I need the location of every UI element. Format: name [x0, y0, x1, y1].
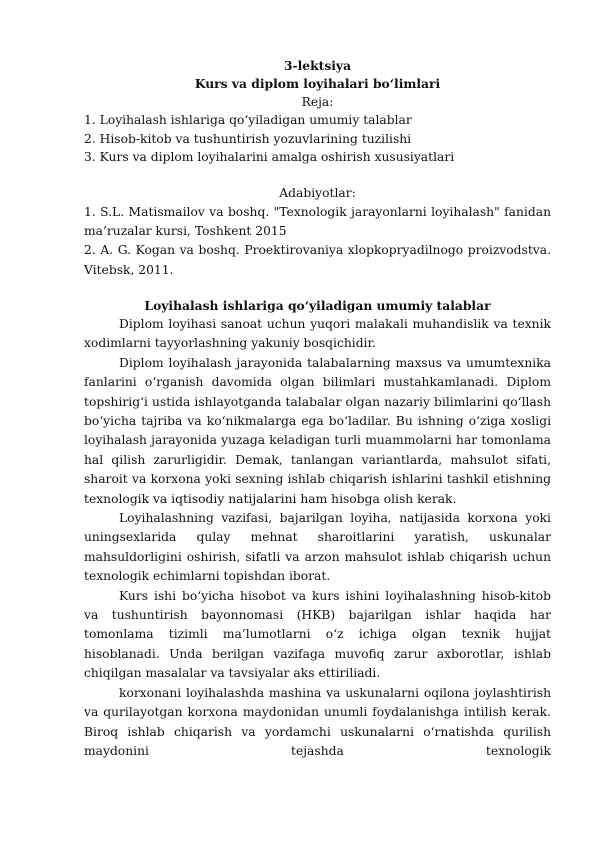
literature-list — [84, 203, 551, 280]
plan-label: Reja: — [301, 95, 334, 109]
lecture-number: 3-lektsiya — [283, 58, 352, 73]
body-paragraph: Kurs ishi bo‘yicha hisobot va kurs ishini loyihalashning hisob-kitob va tushuntirish bayonnomasi (HKB) bajarilgan ishlar haqida har tomonlama tizimli ma’lumotlarni o‘z ichiga olgan texnik hujjat hisoblanadi. Unda berilgan vazifaga muvofiq zarur axborotlar, ishlab chiqilgan masalalar va tavsiyalar aks ettiriliadi. — [84, 588, 551, 681]
plan-item: 3. Kurs va diplom loyihalarini amalga oshirish xususiyatlari — [84, 150, 455, 165]
section-title: Loyihalash ishlariga qo‘yiladigan umumiy talablar — [144, 297, 491, 313]
section-body — [84, 315, 551, 761]
lecture-title: Kurs va diplom loyihalari bo‘limlari — [194, 76, 441, 91]
body-paragraph: Loyihalashning vazifasi, bajarilgan loyiha, natijasida korxona yoki uningsexlarida qulay mehnat sharoitlarini yaratish, uskunalar mahsuldorligini oshirish, sifatli va arzon mahsulot ishlab chiqarish uchun texnologik echimlarni topishdan iborat. — [84, 511, 551, 584]
literature-item: 2. A. G. Kogan va boshq. Proektirovaniya xlopkopryadilnogo proizvodstva. Vitebsk, 2011. — [84, 243, 551, 277]
body-paragraph: Diplom loyihasi sanoat uchun yuqori malakali muhandislik va texnik xodimlarni tayyorlashning yakuniy bosqichidir. — [84, 316, 551, 351]
body-paragraph: korxonani loyihalashda mashina va uskunalarni oqilona joylashtirish va qurilayotgan korxona maydonidan unumli foydalanishga intilish kerak. Biroq ishlab chiqarish va yordamchi uskunalarni o‘rnatishda qurilish maydonini tejashda texnologik — [84, 685, 551, 758]
plan-item: 1. Loyihalash ishlariga qo‘yiladigan umumiy talablar — [84, 113, 412, 127]
literature-item: 1. S.L. Matismailov va boshq. "Texnologik jarayonlarni loyihalash" fanidan ma’ruzalar kursi, Toshkent 2015 — [84, 204, 551, 239]
body-paragraph: Diplom loyihalash jarayonida talabalarning maxsus va umumtexnika fanlarini o‘rganish davomida olgan bilimlari mustahkamlanadi. Diplom topshirig‘i ustida ishlayotganda talabalar olgan nazariy bilimlarini qo‘llash bo‘yicha tajriba va ko‘nikmalarga ega bo‘ladilar. Bu ishning o‘ziga xosligi loyihalash jarayonida yuzaga keladigan turli muammolarni har tomonlama hal qilish zarurligidir. Demak, tanlangan variantlarda, mahsulot sifati, sharoit va korxona yoki sexning ishlab chiqarish ishlarini tashkil etishning texnologik va iqtisodiy natijalarini ham hisobga olish kerak. — [84, 355, 551, 506]
literature-heading: Adabiyotlar: — [279, 185, 356, 200]
plan-item: 2. Hisob-kitob va tushuntirish yozuvlarining tuzilishi — [84, 131, 412, 146]
plan-list — [84, 111, 551, 167]
